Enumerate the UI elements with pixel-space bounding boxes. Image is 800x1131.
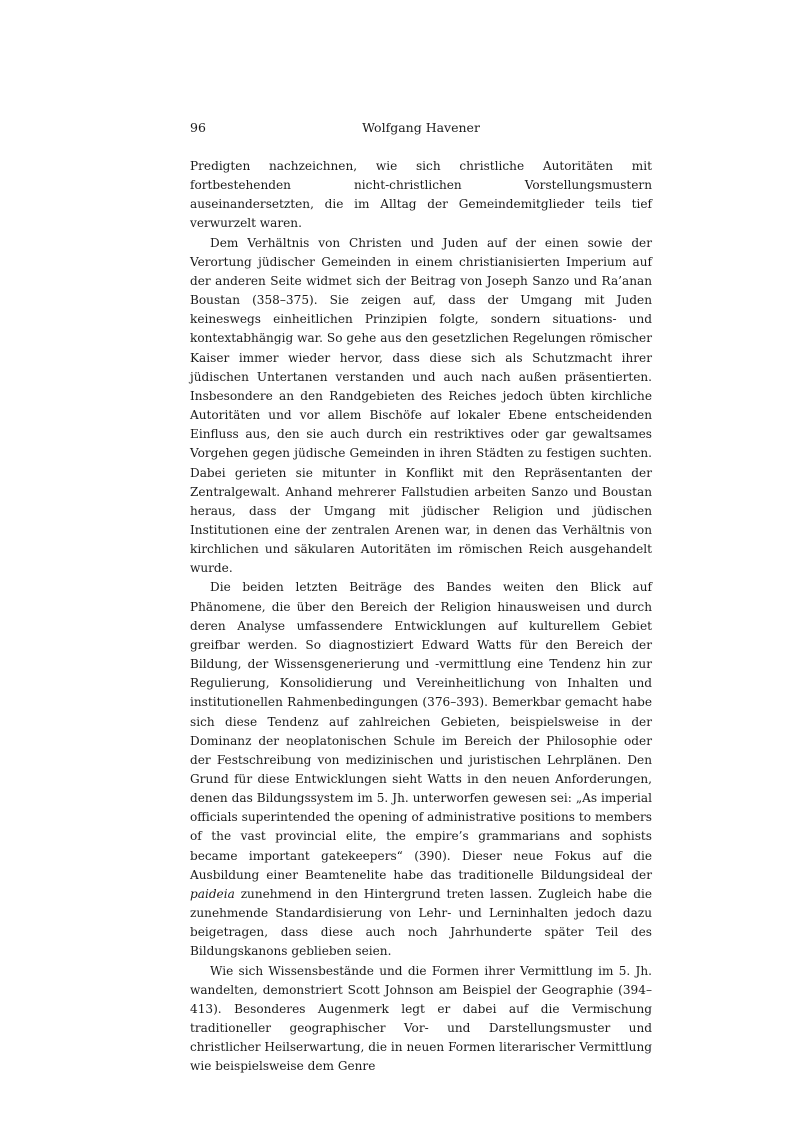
body-text [190, 157, 652, 1077]
paragraph-sanzo-boustan: Dem Verhältnis von Christen und Juden auf der einen sowie der Verortung jüdischer Gemeinden in einem christianisierten Imperium auf der anderen Seite widmet sich der Beitrag von Joseph Sanzo und Ra’anan Boustan (358–375). Sie zeigen auf, dass der Umgang mit Juden keineswegs einheitlichen Prinzipien folgte, sondern situations- und kontextabhängig war. So gehe aus den gesetzlichen Regelungen römischer Kaiser immer wieder hervor, dass diese sich als Schutzmacht ihrer jüdischen Untertanen verstanden und auch nach außen präsentierten. Insbesondere an den Randgebieten des Reiches jedoch übten kirchliche Autoritäten und vor allem Bischöfe auf lokaler Ebene entscheidenden Einfluss aus, den sie auch durch ein restriktives oder gar gewaltsames Vorgehen gegen jüdische Gemeinden in ihren Städten zu festigen suchten. Dabei gerieten sie mitunter in Konflikt mit den Repräsentanten der Zentralgewalt. Anhand mehrerer Fallstudien arbeiten Sanzo und Boustan heraus, dass der Umgang mit jüdischer Religion und jüdischen Institutionen eine der zentralen Arenen war, in denen das Verhältnis von kirchlichen und säkularen Autoritäten im römischen Reich ausgehandelt wurde. [190, 235, 652, 576]
paragraph-johnson: Wie sich Wissensbestände und die Formen ihrer Vermittlung im 5. Jh. wandelten, demonstriert Scott Johnson am Beispiel der Geographie (394–413). Besonderes Augenmerk legt er dabei auf die Vermischung traditioneller geographischer Vor- und Darstellungsmuster und christlicher Heilserwartung, die in neuen Formen literarischer Vermittlung wie beispielsweise dem Genre [190, 963, 652, 1074]
running-head [190, 118, 652, 140]
running-title: Wolfgang Havener [362, 120, 480, 135]
page-number: 96 [190, 120, 206, 135]
paragraph-watts-text-start: Die beiden letzten Beiträge des Bandes weiten den Blick auf Phänomene, die über den Bereich der Religion hinausweisen und durch deren Analyse umfassendere Entwicklungen auf kulturellem Gebiet greifbar werden. So diagnostiziert Edward Watts für den Bereich der Bildung, der Wissensgenerierung und -vermittlung eine Tendenz hin zur Regulierung, Konsolidierung und Vereinheitlichung von Inhalten und institutionellen Rahmenbedingungen (376–393). Bemerkbar gemacht habe sich diese Tendenz auf zahlreichen Gebieten, beispielsweise in der Dominanz der neoplatonischen Schule im Bereich der Philosophie oder der Festschreibung von medizinischen und juristischen Lehrplänen. Den Grund für diese Entwicklungen sieht Watts in den neuen Anforderungen, denen das Bildungssystem im 5. Jh. unterworfen gewesen sei: „As imperial officials superintended the opening of administrative positions to members of the vast provincial elite, the empire’s grammarians and sophists became important gatekeepers“ (390). Dieser neue Fokus auf die Ausbildung einer Beamtenelite habe das traditionelle Bildungsideal der [190, 580, 652, 882]
paragraph-continuation: Predigten nachzeichnen, wie sich christliche Autoritäten mit fortbestehenden nicht-christlichen Vorstellungsmustern auseinandersetzten, die im Alltag der Gemeindemitglieder teils tief verwurzelt waren. [190, 159, 652, 231]
paragraph-watts [190, 578, 652, 961]
paragraph-watts-text-end: zunehmend in den Hintergrund treten lassen. Zugleich habe die zunehmende Standardisierung von Lehr- und Lerninhalten jedoch dazu beigetragen, dass diese auch noch Jahrhunderte später Teil des Bildungskanons geblieben seien. [190, 886, 652, 959]
book-page [190, 118, 652, 1077]
paideia-term: paideia [190, 886, 235, 901]
